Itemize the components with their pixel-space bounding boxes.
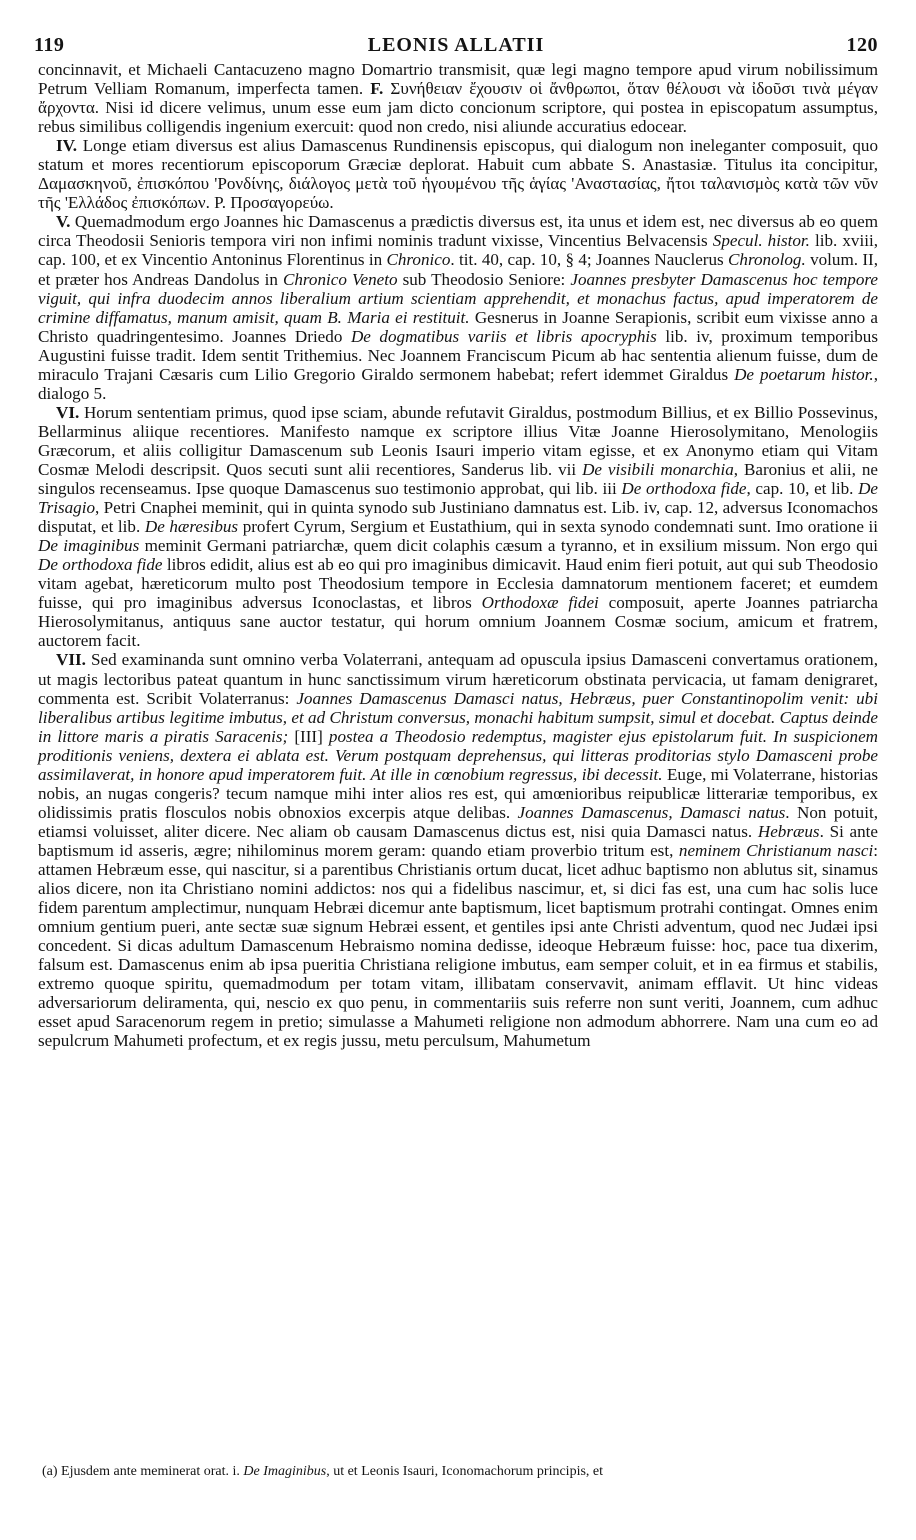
text-run: Sed examinanda sunt omnino verba Volaterrani, antequam ad opuscula ipsius Damasceni convertamus orationem, ut magis lectoribus pateat quantum in hunc sanctissimum virum hæreticorum obstinata pervicacia, ut famam denigraret, commenta est. Scribit Volaterranus:: [38, 650, 878, 708]
page-number-left: 119: [34, 34, 65, 56]
italic-run: postea a Theodosio redemptus, magister ejus epistolarum fuit. In suspicionem proditionis veniens, dextera ei ablata est. Verum postquam deprehensus, qui litteras proditorias stylo Damasceni probe assimilaverat, in honore apud imperatorem fuit. At ille in cœnobium regressus, ibi decessit.: [38, 726, 878, 784]
text-run: , dialogo 5.: [38, 364, 878, 403]
text-run: : attamen Hebræum esse, qui nascitur, si a parentibus Christianis ortum ducat, licet adhuc baptismo non ablutus sit, sinamus alios dicere, non ita Christiano nomini addictos: nos qui a fidelibus nascimur, et, si dici fas est, una cum hac solis luce fidem parentum amplectimur, nunquam Hebræi dicemur ante baptismum, licet baptismum protrahi contingat. Omnes enim omnium gentium pueri, ante sectæ suæ signum Hebræi essent, et gentiles ipsi ante Christi adventum, quod nec Judæi ipsi concedent. Si dicas adultum Damascenum Hebraismo nomina dedisse, ideoque Hebræum fuisse: hoc, pace tua dixerim, falsum est. Damascenus enim ab ipsa pueritia Christiana religione imbutus, eam semper coluit, et in ea firmus et stabilis, extremo quoque spiritu, quemadmodum per totam vitam, illibatam conservavit, animam efflavit. Ut hinc videas adversariorum deliramenta, qui, nescio ex quo penu, in commentariis suis referre non sunt veriti, Joannem, cum adhuc esset apud Saracenorum regem in pretio; simulasse a Mahumeti religione non admodum abhorrere. Nam una cum eo ad sepulcrum Mahumeti profectum, et ex regis jussu, metu perculsum, Mahumetum: [38, 840, 878, 1051]
text-run: . Non potuit, etiamsi voluisset, aliter dicere. Nec aliam ob causam Damascenus dictus est, nisi quia Damasci natus.: [38, 802, 878, 841]
italic-run: Chronico: [386, 250, 451, 270]
section-number: VII.: [56, 650, 86, 670]
section-number: IV.: [56, 136, 78, 156]
italic-run: Chronico Veneto: [282, 269, 398, 289]
text-run: composuit, aperte Joannes patriarcha Hierosolymitanus, antiquus sane auctor testatur, qui horum omnium Joannem Cosmæ socium, amicum et fratrem, auctorem facit.: [38, 593, 878, 651]
text-run: concinnavit, et Michaeli Cantacuzeno magno Domartrio transmisit, quæ legi magno tempore apud virum nobilissimum Petrum Velliam Romanum, imperfecta tamen.: [38, 60, 878, 99]
text-run: Quemadmodum ergo Joannes hic Damascenus a prædictis diversus est, ita unus et idem est, nec diversus ab eo quem circa Theodosii Senioris tempora viri non infimi nominis tradunt vixisse, Vincentius Belvacensis: [38, 212, 878, 251]
text-run: Gesnerus in Joanne Serapionis, scribit eum vixisse anno a Christo quadringentesimo. Joannes Driedo: [38, 307, 878, 346]
text-run: , ut et Leonis Isauri, Iconomachorum principis, et: [326, 1464, 604, 1479]
text-run: Horum sententiam primus, quod ipse sciam, abunde refutavit Giraldus, postmodum Billius, et ex Billio Possevinus, Bellarminus aliique recentiores. Manifesto namque ex scriptore illius Vitæ Joanne Hierosolymitano, Menologiis Græcorum, et aliis colligitur Damascenum sub Leonis Isauri imperio vitam egisse, et ex Anonymo etiam qui Vitam Cosmæ Melodi descripsit. Quos secuti sunt alii recentiores, Sanderus lib. vii: [38, 402, 878, 479]
italic-run: De orthodoxa fide: [38, 555, 163, 575]
italic-run: Hebræus: [757, 821, 820, 841]
section-number: VI.: [56, 402, 80, 422]
italic-run: Joannes Damascenus Damasci natus, Hebræus, puer Constantinopolim venit: ubi liberalibus artibus legitime imbutus, et ad Christum conversus, monachi habitum sumpsit, simul et docebat. Captus deinde in littore maris a piratis Saracenis;: [38, 688, 878, 746]
italic-run: neminem Christianum nasci: [678, 840, 874, 860]
text-run: profert Cyrum, Sergium et Eustathium, qui in sexta synodo condemnati sunt. Imo oratione ii: [238, 517, 878, 537]
page-number-right: 120: [846, 34, 878, 56]
text-run: . tit. 40, cap. 10, § 4; Joannes Nauclerus: [450, 250, 729, 270]
text-run: Nisi id dicere velimus, unum esse eum jam dicto concionum scriptore, qui postea in episcopatum assumptus, rebus similibus colligendis ingenium exercuit: quod non credo, nisi aliunde accuratius edocear.: [38, 98, 878, 137]
text-run: Longe etiam diversus est alius Damascenus Rundinensis episcopus, qui dialogum non ineleganter composuit, quo statum et mores recentiorum episcoporum Græciæ deplorat. Habuit cum abbate S. Anastasiæ. Titulus ita concipitur,: [38, 136, 878, 175]
text-run: libros edidit, alius est ab eo qui pro imaginibus dimicavit. Haud enim fieri potuit, aut qui sub Theodosio vitam agebat, hæreticorum multo post Theodosium tempore in Ecclesia damnatorum mentionem faceret; et eumdem fuisse, qui pro imaginibus adversus Iconoclastas, et libros: [38, 555, 878, 613]
italic-run: De poetarum histor.: [734, 364, 874, 384]
main-text: [38, 60, 878, 1050]
text-run: (a) Ejusdem ante meminerat orat. i.: [42, 1464, 244, 1479]
italic-run: De visibili monarchia: [582, 459, 734, 479]
text-run: meminit Germani patriarchæ, quem dicit colaphis cæsum a tyranno, et in exsilium missum. Non ergo qui: [139, 536, 878, 556]
text-run: Euge, mi Volaterrane, historias nobis, an nugas congeris? tecum namque mihi inter alios res est, qui amœnioribus reipublicæ litterariæ temporibus, ex olidissimis pratis flosculos nobis obnoxios excerpis atque delibas.: [38, 764, 878, 822]
italic-run: De Trisagio: [38, 479, 878, 518]
italic-run: Specul. histor.: [712, 231, 810, 251]
paragraph-v: [38, 212, 878, 402]
italic-run: De Imaginibus: [243, 1464, 327, 1479]
italic-run: Chronolog.: [728, 250, 806, 270]
text-run: , cap. 10, et lib.: [746, 479, 859, 499]
text-run: lib. iv, proximum temporibus Augustini fuisse tradit. Idem sentit Trithemius. Nec Joannem Franciscum Picum ab hac sententia alienum fuisse, dum de miraculo Trajani Cæsaris cum Lilio Gregorio Giraldo sermonem habebat; refert idemmet Giraldus: [38, 326, 878, 384]
italic-run: De hæresibus: [144, 517, 239, 537]
italic-run: De dogmatibus variis et libris apocryphis: [350, 326, 657, 346]
greek-text: Συνήθειαν ἔχουσιν οἱ ἄνθρωποι, ὅταν θέλουσι νὰ ἰδοῦσι τινὰ μέγαν ἄρχοντα.: [38, 79, 879, 118]
text-run: . Si ante baptismum id asseris, ægre; nihilominus morem geram: quando etiam proverbio tritum est,: [38, 821, 879, 860]
text-run: [III]: [288, 726, 329, 746]
text-run: lib. xviii, cap. 100, et ex Vincentio Antoninus Florentinus in: [38, 231, 879, 270]
italic-run: Orthodoxæ fidei: [481, 593, 599, 613]
text-run: sub Theodosio Seniore:: [397, 269, 571, 289]
running-header: [34, 28, 878, 58]
running-title: LEONIS ALLATII: [367, 34, 545, 56]
greek-text: Δαμασκηνοῦ, ἐπισκόπου 'Ρονδίνης, διάλογος μετὰ τοῦ ἡγουμένου τῆς ἁγίας 'Αναστασίας, ἤτοι ταλανισμὸς κατὰ τῶν νῦν τῆς 'Ελλάδος ἐπισκόπων. Ρ. Προσαγορεύω.: [38, 174, 878, 213]
italic-run: De orthodoxa fide: [621, 479, 747, 499]
italic-run: Joannes presbyter Damascenus hoc tempore viguit, qui infra duodecim annos liberalium artium scientiam apprehendit, et monachus factus, apud imperatorem de crimine diffamatus, manum amisit, quam B. Maria ei restituit.: [38, 269, 878, 327]
italic-run: Joannes Damascenus, Damasci natus: [517, 802, 786, 822]
paragraph-vii: [38, 650, 878, 1050]
paragraph-vi: [38, 403, 878, 651]
paragraph-iv: [38, 136, 878, 212]
text-run: , Petri Cnaphei meminit, qui in quinta synodo sub Justiniano damnatus est. Lib. iv, cap. 12, adversus Iconomachos disputat, et lib.: [38, 498, 878, 537]
italic-run: De imaginibus: [38, 536, 140, 556]
text-run: volum. II, et præter hos Andreas Dandolus in: [38, 250, 878, 289]
text-run: , Baronius et alii, ne singulos recenseamus. Ipse quoque Damascenus suo testimonio approbat, qui lib. iii: [38, 459, 878, 499]
paragraph-continuation: [38, 60, 878, 136]
section-number: V.: [56, 212, 71, 232]
section-number: F.: [370, 79, 384, 99]
footnote: [42, 1463, 874, 1480]
